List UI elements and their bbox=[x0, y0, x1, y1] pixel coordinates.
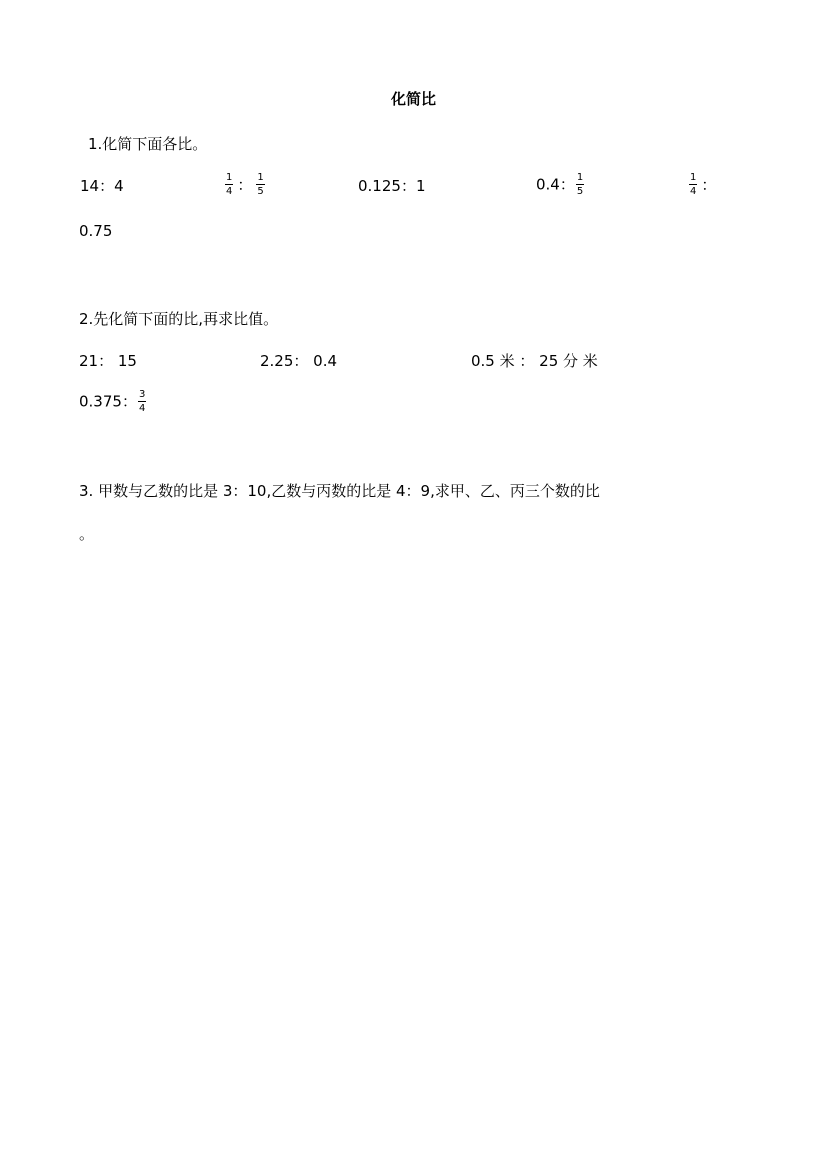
q1-item-e bbox=[688, 173, 719, 197]
numerator: 3 bbox=[138, 389, 146, 400]
q2-item-c: 0.5 米 ： 25 分 米 bbox=[471, 352, 598, 370]
fraction bbox=[576, 173, 584, 197]
numerator: 1 bbox=[257, 172, 264, 183]
q2-item-a: 21： 15 bbox=[79, 352, 137, 370]
q1-item-c: 0.125：1 bbox=[358, 177, 426, 195]
denominator: 5 bbox=[576, 186, 584, 197]
q1-item-e-continued: 0.75 bbox=[79, 222, 113, 240]
q2-item-d bbox=[79, 390, 147, 414]
page-title: 化简比 bbox=[390, 90, 436, 108]
ratio-lead: 0.375： bbox=[79, 392, 137, 411]
numerator: 1 bbox=[226, 172, 233, 183]
question-2-label: 2.先化简下面的比,再求比值。 bbox=[79, 310, 279, 328]
question-1-label: 1.化简下面各比。 bbox=[88, 135, 208, 153]
ratio-colon: ： bbox=[701, 175, 717, 194]
q1-item-b bbox=[224, 173, 266, 197]
fraction bbox=[689, 173, 697, 197]
denominator: 4 bbox=[690, 186, 697, 197]
q2-item-b: 2.25： 0.4 bbox=[260, 352, 338, 370]
denominator: 4 bbox=[226, 186, 233, 197]
q1-item-a: 14：4 bbox=[80, 177, 124, 195]
numerator: 1 bbox=[576, 172, 584, 183]
denominator: 5 bbox=[257, 186, 264, 197]
numerator: 1 bbox=[690, 172, 697, 183]
q1-item-d bbox=[536, 173, 585, 197]
fraction bbox=[225, 173, 233, 197]
fraction bbox=[256, 173, 264, 197]
fraction bbox=[138, 390, 146, 414]
denominator: 4 bbox=[138, 403, 146, 414]
ratio-lead: 0.4： bbox=[536, 175, 575, 194]
question-3-label: 3. 甲数与乙数的比是 3：10,乙数与丙数的比是 4：9,求甲、乙、丙三个数的比 bbox=[79, 482, 600, 500]
question-3-continued: 。 bbox=[79, 525, 95, 543]
ratio-colon: ： bbox=[237, 175, 253, 194]
